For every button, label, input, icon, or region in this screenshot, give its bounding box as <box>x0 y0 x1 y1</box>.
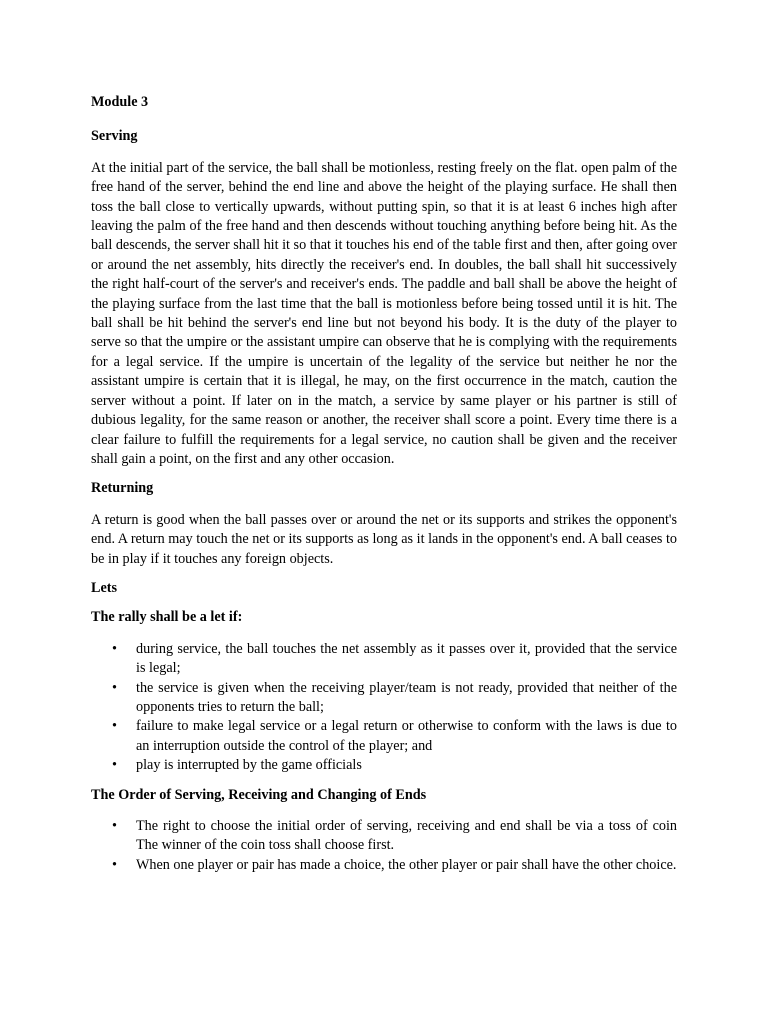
lets-heading: Lets <box>91 579 118 596</box>
returning-paragraph: A return is good when the ball passes over or around the net or its supports and strikes the opponent's end. A return may touch the net or its supports as long as it lands in the opponent's end. A ball ceases to be in play if it touches any foreign objects. <box>91 511 677 567</box>
bullet-icon: • <box>112 679 117 696</box>
list-item-text: during service, the ball touches the net assembly as it passes over it, provided that the service is legal; <box>136 640 677 677</box>
list-item-text: the service is given when the receiving player/team is not ready, provided that neither of the opponents tries to return the ball; <box>136 679 677 715</box>
list-item <box>91 756 677 775</box>
bullet-icon: • <box>112 757 117 774</box>
bullet-icon: • <box>112 818 117 834</box>
list-item-text: play is interrupted by the game officials <box>136 757 362 774</box>
list-item <box>91 679 677 718</box>
order-heading: The Order of Serving, Receiving and Changing of Ends <box>91 786 427 803</box>
lets-list <box>91 640 677 776</box>
serving-heading: Serving <box>91 128 138 145</box>
list-item-text: The right to choose the initial order of serving, receiving and end shall be via a toss of coin The winner of the coin toss shall choose first. <box>136 818 677 854</box>
returning-heading: Returning <box>91 480 154 497</box>
document-page <box>91 93 677 875</box>
order-list <box>91 817 677 875</box>
lets-subheading: The rally shall be a let if: <box>91 609 243 626</box>
list-item-text: failure to make legal service or a legal return or otherwise to conform with the laws is due to an interruption outside the control of the player; and <box>136 718 677 754</box>
bullet-icon: • <box>112 640 117 657</box>
list-item <box>91 817 677 856</box>
bullet-icon: • <box>112 856 117 873</box>
list-item <box>91 717 677 756</box>
serving-paragraph: At the initial part of the service, the ball shall be motionless, resting freely on the flat. open palm of the free hand of the server, behind the end line and above the height of the playing surface. He shall then toss the ball close to vertically upwards, without putting spin, so that it is at least 6 inches high after leaving the palm of the free hand and then descends without touching anything before being hit. As the ball descends, the server shall hit it so that it touches his end of the table first and then, after going over or around the net assembly, hits directly the receiver's end. In doubles, the ball shall hit successively the right half-court of the server's and receiver's ends. The paddle and ball shall be above the height of the playing surface from the last time that the ball is motionless before being tossed until it is hit. The ball shall be hit behind the server's end line but not beyond his body. It is the duty of the player to serve so that the umpire or the assistant umpire can observe that he is complying with the requirements for a legal service. If the umpire is uncertain of the legality of the service but neither he nor the assistant umpire is certain that it is illegal, he may, on the first occurrence in the match, caution the server without a point. If later on in the match, a service by same player or his partner is still of dubious legality, for the same reason or another, the receiver shall score a point. Every time there is a clear failure to fulfill the requirements for a legal service, no caution shall be given and the receiver shall gain a point, on the first and any other occasion. <box>91 159 677 467</box>
list-item <box>91 640 677 679</box>
module-title: Module 3 <box>91 94 149 110</box>
list-item <box>91 856 677 875</box>
list-item-text: When one player or pair has made a choice, the other player or pair shall have the other choice. <box>136 856 677 873</box>
bullet-icon: • <box>112 718 117 735</box>
